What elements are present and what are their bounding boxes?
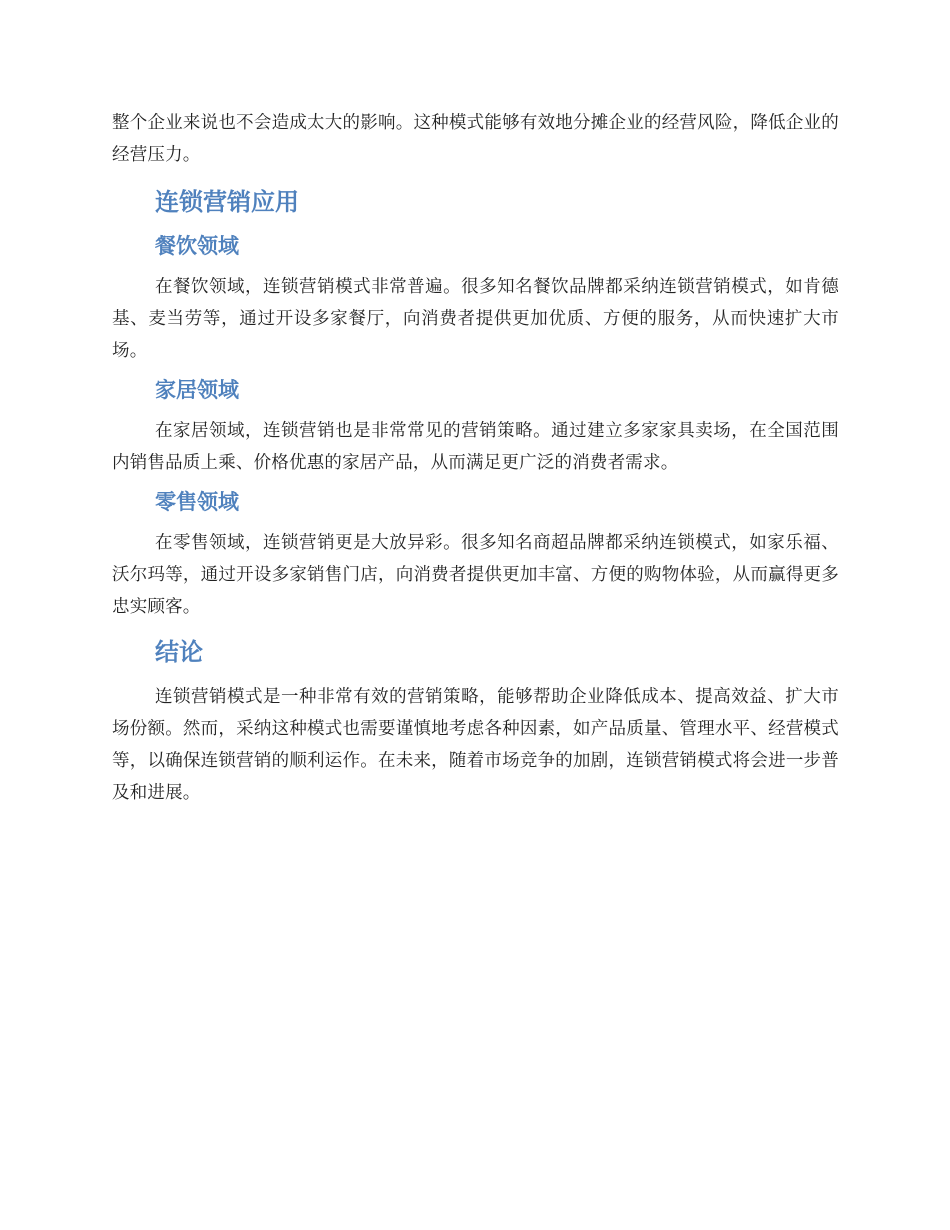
section-title-conclusion: 结论 [155,638,203,666]
section-title-application: 连锁营销应用 [155,188,299,216]
retail-paragraph: 在零售领域，连锁营销更是大放异彩。很多知名商超品牌都采纳连锁模式，如家乐福、沃尔玛等，通过开设多家销售门店，向消费者提供更加丰富、方便的购物体验，从而赢得更多忠实顾客。 [112,533,839,617]
subsection-title-retail: 零售领域 [155,490,239,514]
home-paragraph: 在家居领域，连锁营销也是非常常见的营销策略。通过建立多家家具卖场，在全国范围内销售品质上乘、价格优惠的家居产品，从而满足更广泛的消费者需求。 [112,421,839,473]
conclusion-paragraph: 连锁营销模式是一种非常有效的营销策略，能够帮助企业降低成本、提高效益、扩大市场份额。然而，采纳这种模式也需要谨慎地考虑各种因素，如产品质量、管理水平、经营模式等，以确保连锁营销的顺利运作。在未来，随着市场竞争的加剧，连锁营销模式将会进一步普及和进展。 [112,687,839,803]
document-content [112,107,839,809]
subsection-title-home: 家居领域 [155,378,239,402]
subsection-title-catering: 餐饮领域 [155,234,239,258]
intro-paragraph: 整个企业来说也不会造成太大的影响。这种模式能够有效地分摊企业的经营风险，降低企业的经营压力。 [112,113,839,165]
catering-paragraph: 在餐饮领域，连锁营销模式非常普遍。很多知名餐饮品牌都采纳连锁营销模式，如肯德基、麦当劳等，通过开设多家餐厅，向消费者提供更加优质、方便的服务，从而快速扩大市场。 [112,277,839,361]
